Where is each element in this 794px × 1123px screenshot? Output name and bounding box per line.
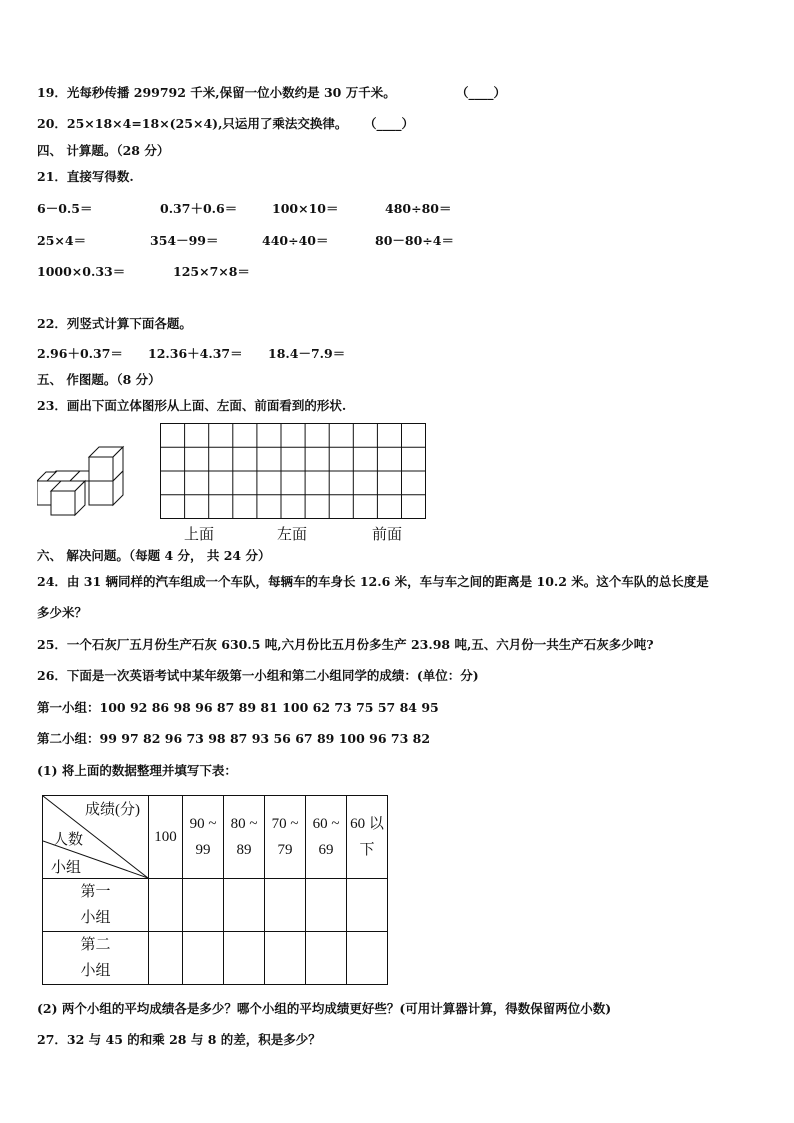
row-label: 第二小组 <box>43 932 149 985</box>
row-label: 第一小组 <box>43 879 149 932</box>
q21-item: 354－99＝ <box>150 233 219 248</box>
table-corner-cell <box>43 796 149 879</box>
q26-group1-scores: 第一小组：100 92 86 98 96 87 89 81 100 62 73 75 57 84 95 <box>37 700 439 715</box>
answer-cell[interactable] <box>347 932 388 985</box>
q21-item: 125×7×8＝ <box>173 264 250 279</box>
q21-item: 1000×0.33＝ <box>37 264 126 279</box>
column-header: 80 ~ 89 <box>224 796 265 879</box>
q24-line-2: 多少米？ <box>37 605 88 620</box>
q22-item: 12.36＋4.37＝ <box>148 346 243 361</box>
q19-answer-blank[interactable]: （____） <box>456 85 507 100</box>
column-header: 70 ~ 79 <box>265 796 306 879</box>
q21-item: 80－80÷4＝ <box>375 233 454 248</box>
q22-item: 18.4－7.9＝ <box>268 346 346 361</box>
q21-item: 6－0.5＝ <box>37 201 93 216</box>
answer-cell[interactable] <box>149 879 183 932</box>
q19-text: 19．光每秒传播 299792 千米,保留一位小数约是 30 万千米。 <box>37 85 396 100</box>
section-6-heading: 六、 解决问题。（每题 4 分， 共 24 分） <box>37 548 271 563</box>
answer-cell[interactable] <box>306 879 347 932</box>
section-5-heading: 五、 作图题。（8 分） <box>37 372 161 387</box>
q27-text: 27．32 与 45 的和乘 28 与 8 的差，积是多少？ <box>37 1032 321 1047</box>
column-header: 60 以下 <box>347 796 388 879</box>
answer-cell[interactable] <box>306 932 347 985</box>
answer-cell[interactable] <box>224 932 265 985</box>
q20-text: 20．25×18×4=18×(25×4),只运用了乘法交换律。 <box>37 116 348 131</box>
answer-cell[interactable] <box>149 932 183 985</box>
drawing-grid[interactable] <box>160 423 428 521</box>
answer-cell[interactable] <box>265 879 306 932</box>
q20-answer-blank[interactable]: （____） <box>364 116 415 131</box>
corner-label-count: 人数 <box>53 832 84 848</box>
q21-title: 21．直接写得数. <box>37 169 134 184</box>
answer-cell[interactable] <box>183 932 224 985</box>
q24-line-1: 24．由 31 辆同样的汽车组成一个车队，每辆车的车身长 12.6 米，车与车之间的距离是 10.2 米。这个车队的总长度是 <box>37 574 709 589</box>
q26-part2: (2) 两个小组的平均成绩各是多少？哪个小组的平均成绩更好些？(可用计算器计算，得数保留两位小数) <box>37 1001 612 1016</box>
q26-group2-scores: 第二小组：99 97 82 96 73 98 87 93 56 67 89 100 96 73 82 <box>37 731 431 746</box>
q23-title: 23．画出下面立体图形从上面、左面、前面看到的形状. <box>37 398 347 413</box>
answer-cell[interactable] <box>183 879 224 932</box>
grid-label-top: 上面 <box>184 525 215 543</box>
corner-label-score: 成绩(分) <box>85 802 140 818</box>
section-4-heading: 四、 计算题。（28 分） <box>37 143 170 158</box>
column-header: 60 ~ 69 <box>306 796 347 879</box>
q25-text: 25．一个石灰厂五月份生产石灰 630.5 吨,六月份比五月份多生产 23.98 吨,五、六月份一共生产石灰多少吨? <box>37 637 654 652</box>
grid-label-left: 左面 <box>277 525 308 543</box>
corner-label-group: 小组 <box>51 860 82 876</box>
answer-cell[interactable] <box>224 879 265 932</box>
answer-cell[interactable] <box>265 932 306 985</box>
answer-cell[interactable] <box>347 879 388 932</box>
q21-item: 440÷40＝ <box>262 233 329 248</box>
q21-item: 480÷80＝ <box>385 201 452 216</box>
q21-item: 0.37＋0.6＝ <box>160 201 238 216</box>
table-row <box>43 879 388 932</box>
q21-item: 25×4＝ <box>37 233 87 248</box>
q26-part1: (1) 将上面的数据整理并填写下表： <box>37 763 237 778</box>
cube-stack-figure <box>37 443 137 519</box>
q22-title: 22．列竖式计算下面各题。 <box>37 316 192 331</box>
q21-item: 100×10＝ <box>272 201 339 216</box>
q22-item: 2.96＋0.37＝ <box>37 346 123 361</box>
q26-title: 26．下面是一次英语考试中某年级第一小组和第二小组同学的成绩：(单位：分) <box>37 668 479 683</box>
table-row <box>43 932 388 985</box>
column-header: 90 ~ 99 <box>183 796 224 879</box>
column-header: 100 <box>149 796 183 879</box>
grid-label-front: 前面 <box>372 525 403 543</box>
score-table <box>42 795 388 985</box>
